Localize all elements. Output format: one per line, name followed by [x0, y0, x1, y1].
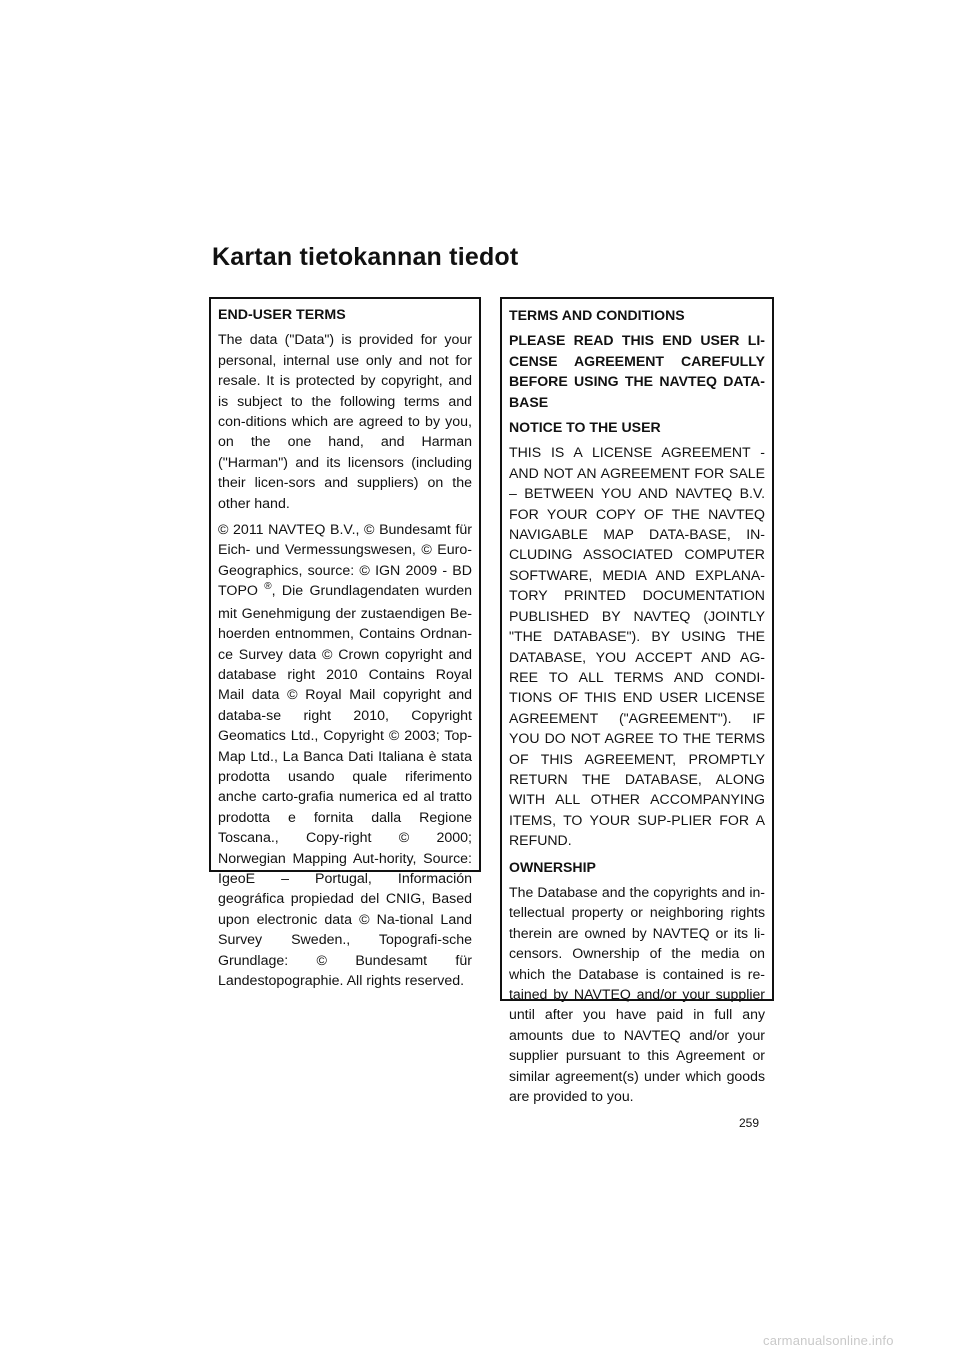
ownership-heading: OWNERSHIP: [509, 858, 596, 875]
notice-paragraph: THIS IS A LICENSE AGREEMENT - AND NOT AN AGREEMENT FOR SALE – BETWEEN YOU AND NAVTEQ B.V. FOR YOUR COPY OF THE NAVTEQ NAVIGABLE MAP DATA-BASE, IN-CLUDING ASSOCIATED COMPUTER SOFTWARE, MEDIA AND EXPLANA-TORY PRINTED DOCUMENTATION PUBLISHED BY NAVTEQ (JOINTLY "THE DATABASE"). BY USING THE DATABASE, YOU ACCEPT AND AG-REE TO ALL TERMS AND CONDI-TIONS OF THIS END USER LICENSE AGREEMENT ("AGREEMENT"). IF YOU DO NOT AGREE TO THE TERMS OF THIS AGREEMENT, PROMPTLY RETURN THE DATABASE, ALONG WITH ALL OTHER ACCOMPANYING ITEMS, TO YOUR SUP-PLIER FOR A REFUND.: [509, 444, 765, 849]
terms-and-conditions-box: [500, 297, 774, 1105]
data-provision-paragraph: The data ("Data") is provided for your personal, internal use only and not for resale. It is protected by copyright, and is subject to the following terms and con-ditions which are agreed to by you, on the one hand, and Harman ("Harman") and its licensors (including their licen-sors and suppliers) on the other hand.: [218, 332, 472, 512]
terms-heading: TERMS AND CONDITIONS: [509, 307, 685, 323]
copyright-notice-paragraph: [218, 520, 472, 991]
ownership-paragraph: The Database and the copyrights and in-tellectual property or neighboring rights therein are owned by NAVTEQ or its li-censors. Ownership of the media on which the Database is contained is re-tained by NAVTEQ and/or your supplier until after you have paid in full any amounts due to NAVTEQ and/or your supplier pursuant to this Agreement or similar agreement(s) under which goods are provided to you.: [509, 883, 765, 1105]
watermark: carmanualsonline.info: [763, 1333, 894, 1348]
notice-heading: NOTICE TO THE USER: [509, 419, 661, 436]
registered-mark: ®: [264, 581, 272, 593]
copyright-text-part-1: © 2011 NAVTEQ B.V., © Bundesamt für Eich- und Vermessungswesen, © Euro-Geographics, source: © IGN 2009 - BD TOPO: [218, 522, 472, 600]
page-title: Kartan tietokannan tiedot: [212, 243, 519, 271]
read-agreement-heading: PLEASE READ THIS END USER LI-CENSE AGREEMENT CAREFULLY BEFORE USING THE NAVTEQ DATA-BASE: [509, 332, 765, 410]
end-user-terms-box: [209, 297, 481, 989]
copyright-text-part-2: , Die Grundlagendaten wurden mit Genehmigung der zustaendigen Be-hoerden entnommen, Contains Ordnan-ce Survey data © Crown copyright and database right 2010 Contains Royal Mail data © Royal Mail copyright and databa-se right 2010, Copyright Geomatics Ltd., Copyright © 2003; Top-Map Ltd., La Banca Dati Italiana è stata prodotta usando quale riferimento anche carto-grafia numerica ed al tratto prodotta e fornita dalla Regione Toscana., Copy-right © 2000; Norwegian Mapping Aut-hority, Source: IgeoE – Portugal, Información geográfica propiedad del CNIG, Based upon electronic data © Na-tional Land Survey Sweden., Topografi-sche Grundlage: © Bundesamt für Landestopographie. All rights reserved.: [218, 583, 472, 989]
end-user-terms-heading: END-USER TERMS: [218, 307, 346, 323]
page-number: 259: [739, 1116, 760, 1130]
